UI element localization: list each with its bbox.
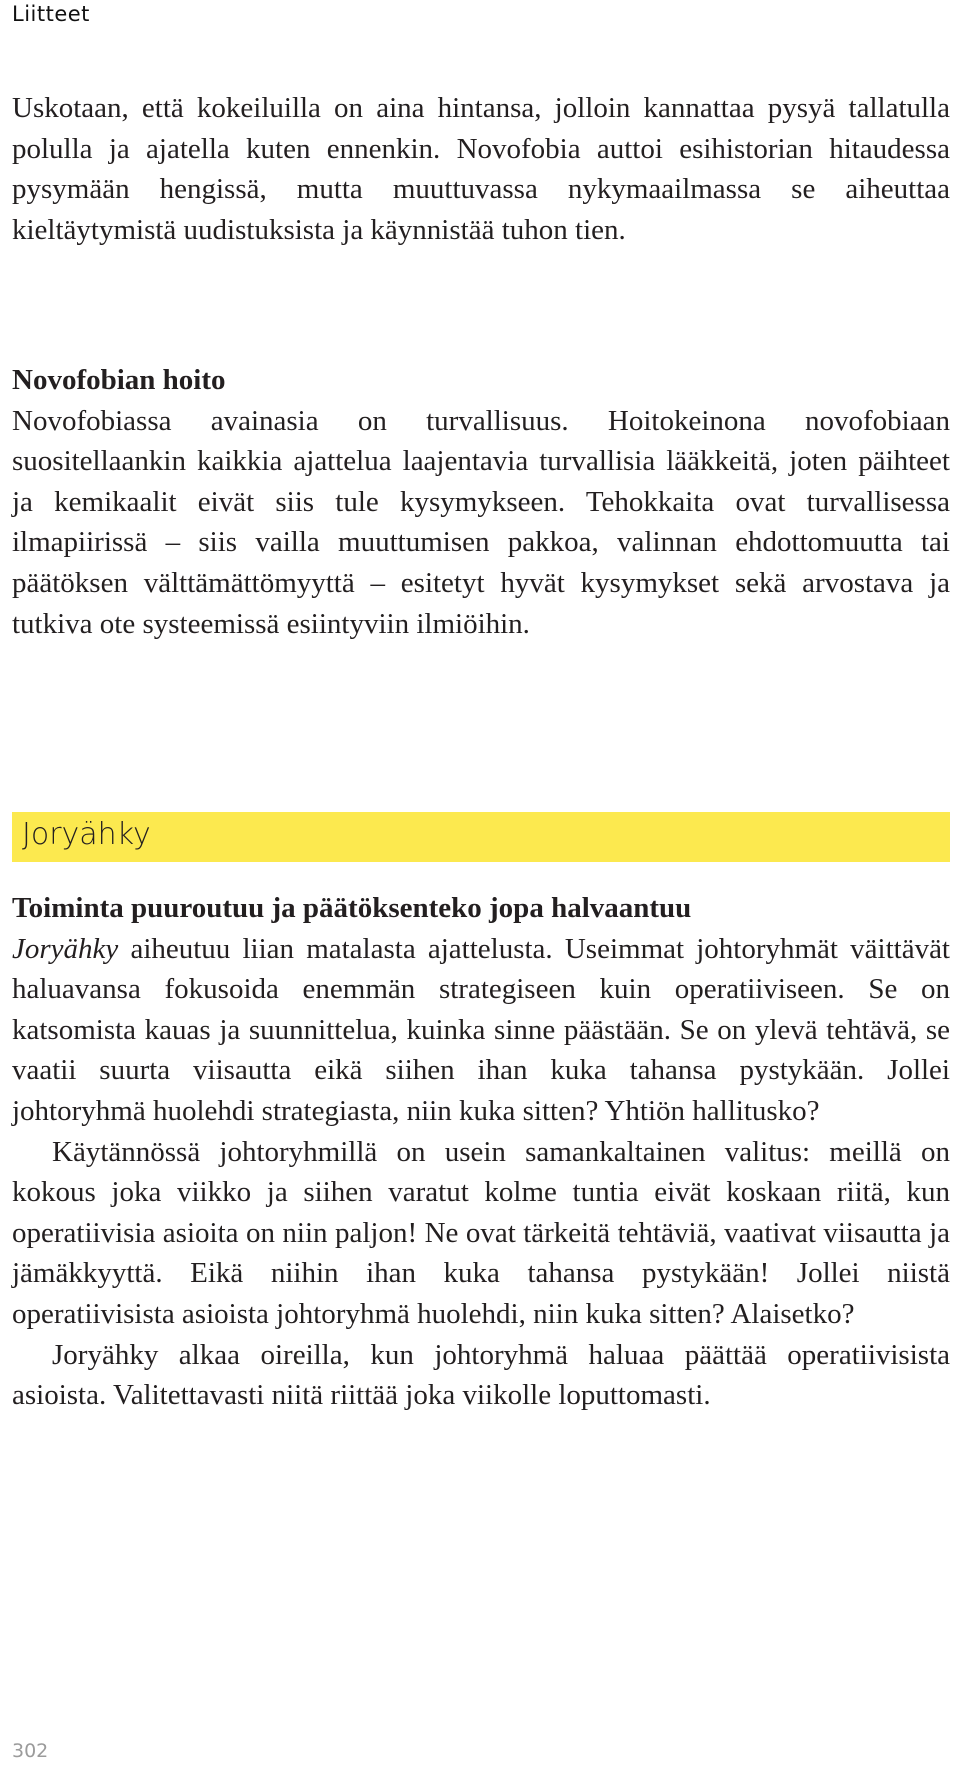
- treatment-heading: Novofobian hoito: [12, 364, 226, 396]
- joryahky-paragraph-1-text: aiheutuu liian matalasta ajattelusta. Useimmat johtoryhmät väittävät haluavansa fokusoida enemmän strategiseen kuin operatiiviseen. Se on katsomista kauas ja suunnittelua, kuinka sinne päästään. Se on ylevä tehtävä, se vaatii suurta viisautta eikä siihen ihan kuka tahansa pystykään. Jollei johtoryhmä huolehdi strategiasta, niin kuka sitten? Yhtiön hallitusko?: [12, 932, 950, 1127]
- treatment-paragraph: Novofobiassa avainasia on turvallisuus. Hoitokeinona novofobiaan suositellaankin kaikkia ajattelua laajentavia turvallisia lääkkeitä, joten päihteet ja kemikaalit eivät siis tule kysymykseen. Tehokkaita ovat turvallisessa ilmapiirissä – siis vailla muuttumisen pakkoa, valinnan ehdottomuutta tai päätöksen välttämättömyyttä – esitetyt hyvät kysymykset sekä arvostava ja tutkiva ote systeemissä esiintyviin ilmiöihin.: [12, 404, 950, 640]
- joryahky-term: Joryähky: [12, 932, 119, 965]
- section-title-bar: [12, 812, 950, 862]
- page-number: 302: [12, 1740, 49, 1762]
- joryahky-section: [12, 888, 950, 1416]
- joryahky-paragraph-1: [12, 929, 950, 1132]
- joryahky-subheading: Toiminta puuroutuu ja päätöksenteko jopa halvaantuu: [12, 892, 692, 924]
- joryahky-paragraph-2: Käytännössä johtoryhmillä on usein samankaltainen valitus: meillä on kokous joka viikko ja siihen varatut kolme tuntia eivät koskaan riitä, kun operatiivisia asioita on niin paljon! Ne ovat tärkeitä tehtäviä, vaativat viisautta ja jämäkkyyttä. Eikä niihin ihan kuka tahansa pystykään! Jollei niistä operatiivisista asioista johtoryhmä huolehdi, niin kuka sitten? Alaisetko?: [12, 1135, 950, 1330]
- novofobia-treatment-section: [12, 360, 950, 644]
- running-head: Liitteet: [12, 2, 90, 26]
- joryahky-paragraph-3: Joryähky alkaa oireilla, kun johtoryhmä haluaa päättää operatiivisista asioista. Valitettavasti niitä riittää joka viikolle loputtomasti.: [12, 1338, 950, 1412]
- intro-paragraph: Uskotaan, että kokeiluilla on aina hintansa, jolloin kannattaa pysyä tallatulla polulla ja ajatella kuten ennenkin. Novofobia auttoi esihistorian hitaudessa pysymään hengissä, mutta muuttuvassa nykymaailmassa se aiheuttaa kieltäytymistä uudistuksista ja käynnistää tuhon tien.: [12, 92, 950, 246]
- intro-section: [12, 88, 950, 250]
- section-title: Joryähky: [22, 817, 151, 852]
